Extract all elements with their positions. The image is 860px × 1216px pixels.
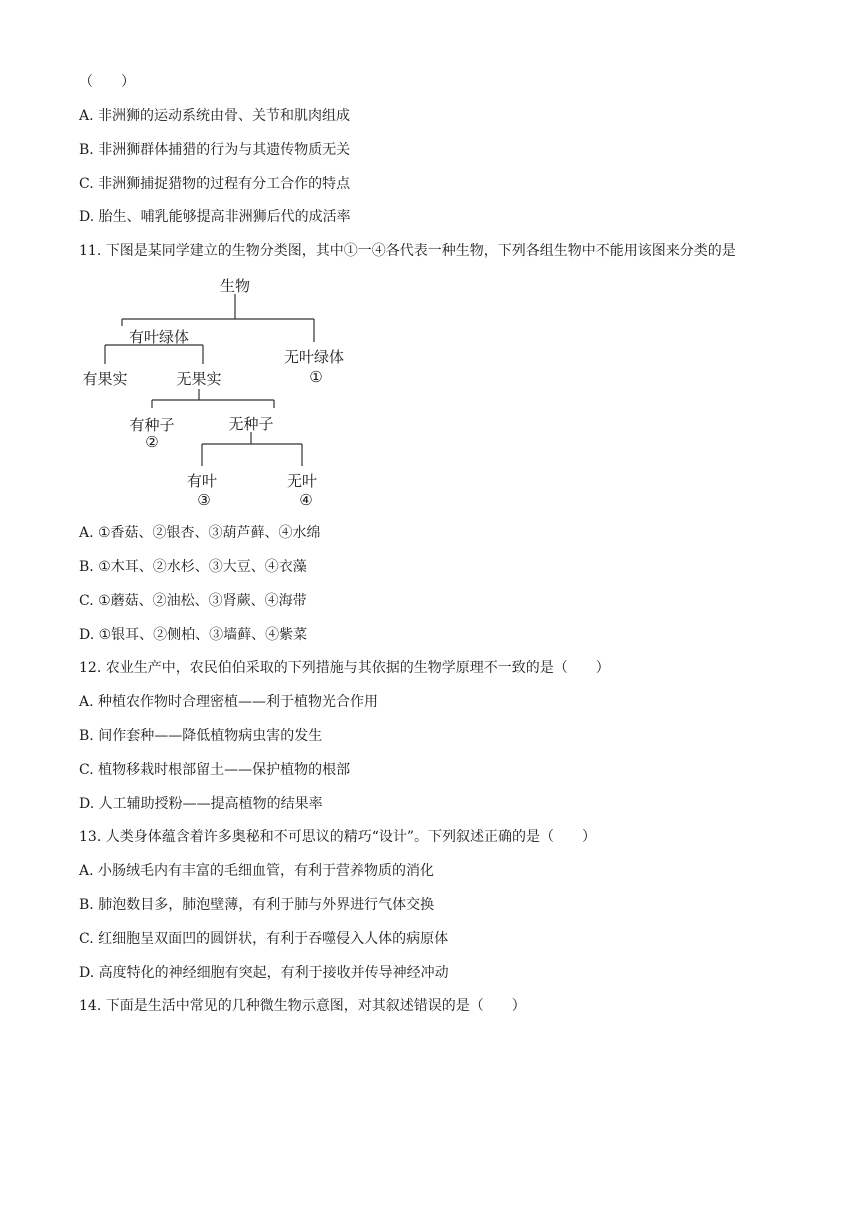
q11-option-c: C. ①蘑菇、②油松、③肾蕨、④海带 bbox=[79, 593, 307, 609]
q10-option-c: C. 非洲狮捕捉猎物的过程有分工合作的特点 bbox=[79, 176, 351, 192]
q13-stem: 13. 人类身体蕴含着许多奥秘和不可思议的精巧“设计”。下列叙述正确的是（ ） bbox=[79, 829, 597, 845]
q12-stem: 12. 农业生产中，农民伯伯采取的下列措施与其依据的生物学原理不一致的是（ ） bbox=[79, 660, 610, 676]
q11-option-b: B. ①木耳、②水杉、③大豆、④衣藻 bbox=[79, 559, 307, 575]
q13-option-d: D. 高度特化的神经细胞有突起，有利于接收并传导神经冲动 bbox=[79, 965, 449, 981]
q12-option-b: B. 间作套种——降低植物病虫害的发生 bbox=[79, 728, 323, 744]
q10-option-b: B. 非洲狮群体捕猎的行为与其遗传物质无关 bbox=[79, 142, 351, 158]
q10-option-a: A. 非洲狮的运动系统由骨、关节和肌肉组成 bbox=[79, 108, 351, 124]
marker-1: ① bbox=[309, 368, 323, 386]
answer-paren: （ ） bbox=[79, 74, 135, 90]
classification-diagram bbox=[76, 272, 376, 512]
q14-stem: 14. 下面是生活中常见的几种微生物示意图，对其叙述错误的是（ ） bbox=[79, 998, 526, 1014]
node-has-leaf: 有叶 bbox=[186, 472, 218, 490]
node-has-seed: 有种子 bbox=[129, 416, 175, 434]
node-has-chlorophyll: 有叶绿体 bbox=[128, 328, 190, 346]
node-no-leaf: 无叶 bbox=[286, 472, 318, 490]
node-no-chlorophyll: 无叶绿体 bbox=[283, 348, 345, 366]
node-no-seed: 无种子 bbox=[228, 415, 274, 433]
q11-stem: 11. 下图是某同学建立的生物分类图，其中①一④各代表一种生物，下列各组生物中不能用该图来分类的是 bbox=[79, 243, 736, 259]
marker-4: ④ bbox=[299, 491, 313, 509]
node-root: 生物 bbox=[219, 277, 251, 295]
q11-option-a: A. ①香菇、②银杏、③葫芦藓、④水绵 bbox=[79, 525, 321, 541]
q12-option-c: C. 植物移栽时根部留土——保护植物的根部 bbox=[79, 762, 351, 778]
marker-2: ② bbox=[145, 433, 159, 451]
q11-option-d: D. ①银耳、②侧柏、③墙藓、④紫菜 bbox=[79, 627, 308, 643]
q13-option-a: A. 小肠绒毛内有丰富的毛细血管，有利于营养物质的消化 bbox=[79, 863, 435, 879]
q12-option-d: D. 人工辅助授粉——提高植物的结果率 bbox=[79, 796, 323, 812]
q10-option-d: D. 胎生、哺乳能够提高非洲狮后代的成活率 bbox=[79, 209, 351, 225]
q13-option-c: C. 红细胞呈双面凹的圆饼状，有利于吞噬侵入人体的病原体 bbox=[79, 931, 449, 947]
node-no-fruit: 无果实 bbox=[176, 370, 222, 388]
marker-3: ③ bbox=[197, 491, 211, 509]
q12-option-a: A. 种植农作物时合理密植——利于植物光合作用 bbox=[79, 694, 379, 710]
q13-option-b: B. 肺泡数目多，肺泡壁薄，有利于肺与外界进行气体交换 bbox=[79, 897, 435, 913]
node-has-fruit: 有果实 bbox=[82, 370, 128, 388]
